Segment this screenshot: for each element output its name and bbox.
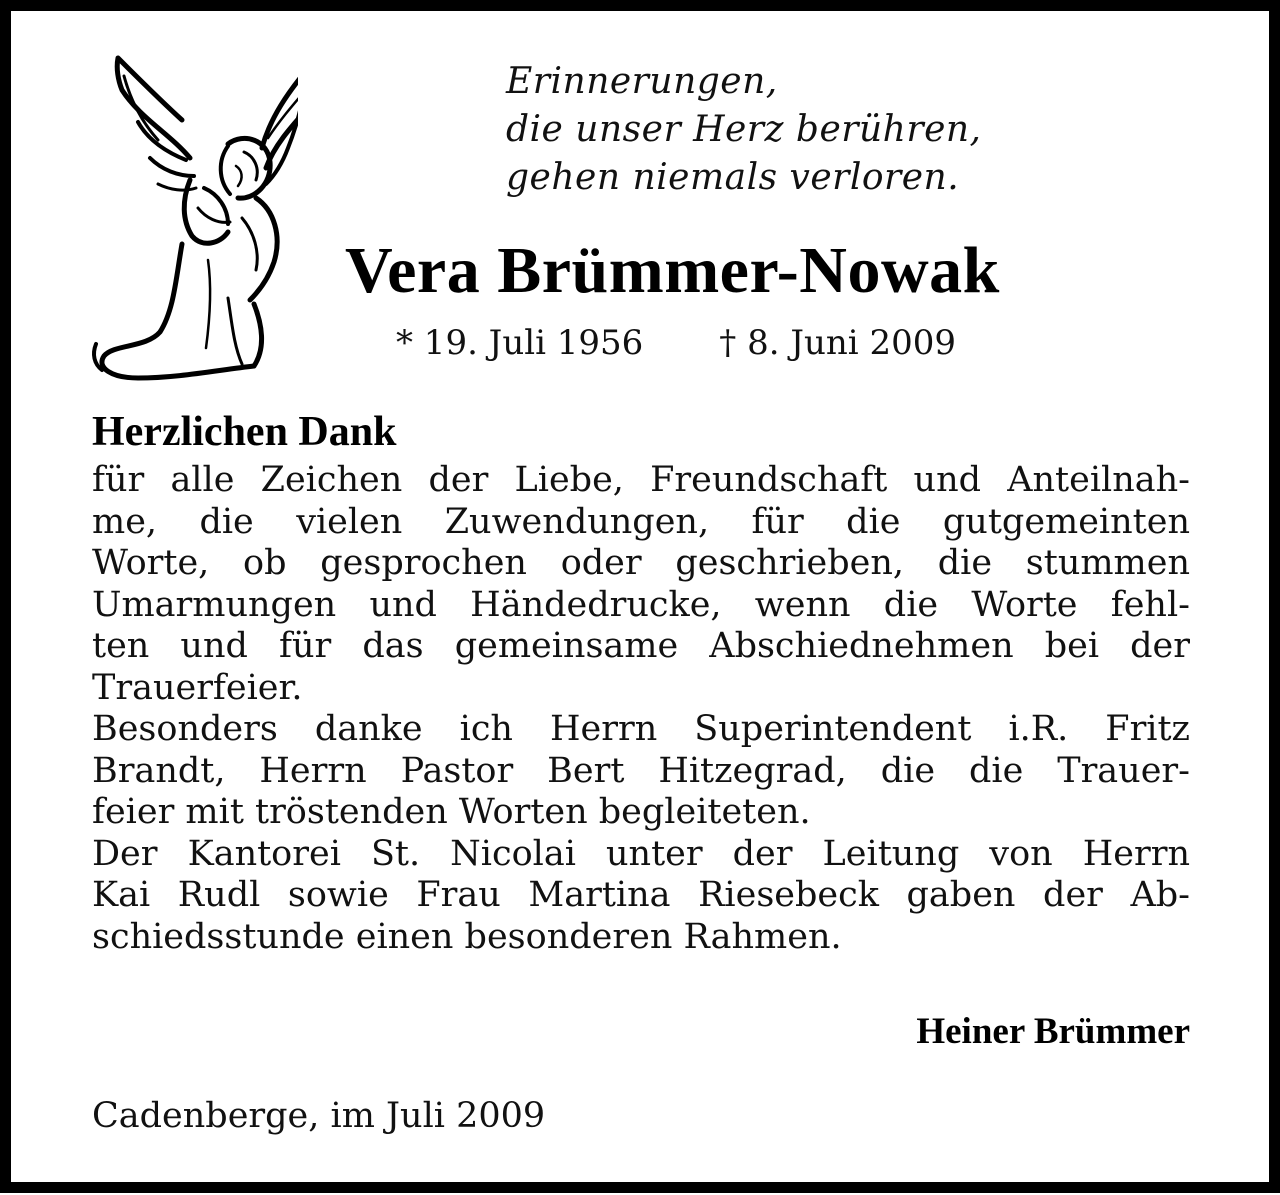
text-line: Kai Rudl sowie Frau Martina Riesebeck gaben der Ab- xyxy=(92,875,1190,915)
deceased-name: Vera Brümmer-Nowak xyxy=(345,234,1000,307)
text-line: Worte, ob gesprochen oder geschrieben, die stummen xyxy=(92,543,1190,583)
motto-line: gehen niemals verloren. xyxy=(506,157,960,198)
birth-date: * 19. Juli 1956 xyxy=(396,323,644,363)
text-line: ten und für das gemeinsame Abschiednehmen bei der xyxy=(92,626,1190,666)
angel-illustration-icon xyxy=(78,48,298,388)
motto-line: Erinnerungen, xyxy=(506,61,778,102)
thanks-heading: Herzlichen Dank xyxy=(92,409,397,455)
text-line: Brandt, Herrn Pastor Bert Hitzegrad, die die Trauer- xyxy=(92,750,1190,791)
motto-line: die unser Herz berühren, xyxy=(506,109,982,150)
place-date: Cadenberge, im Juli 2009 xyxy=(92,1096,546,1136)
text-line: Umarmungen und Händedrucke, wenn die Worte fehl- xyxy=(92,584,1190,625)
death-date: † 8. Juni 2009 xyxy=(719,323,956,363)
text-line: Der Kantorei St. Nicolai unter der Leitung von Herrn xyxy=(92,833,1190,874)
motto-verse xyxy=(506,58,982,202)
text-line: Besonders danke ich Herrn Superintendent i.R. Fritz xyxy=(92,709,1190,749)
text-line: Trauerfeier. xyxy=(92,667,303,708)
thanks-text xyxy=(92,460,1190,958)
text-line: feier mit tröstenden Worten begleiteten. xyxy=(92,792,811,832)
signature: Heiner Brümmer xyxy=(916,1011,1190,1052)
text-line: schiedsstunde einen besonderen Rahmen. xyxy=(92,916,842,957)
life-dates xyxy=(396,318,956,368)
text-line: für alle Zeichen der Liebe, Freundschaft und Anteilnah- xyxy=(92,460,1190,500)
text-line: me, die vielen Zuwendungen, für die gutgemeinten xyxy=(92,501,1190,542)
